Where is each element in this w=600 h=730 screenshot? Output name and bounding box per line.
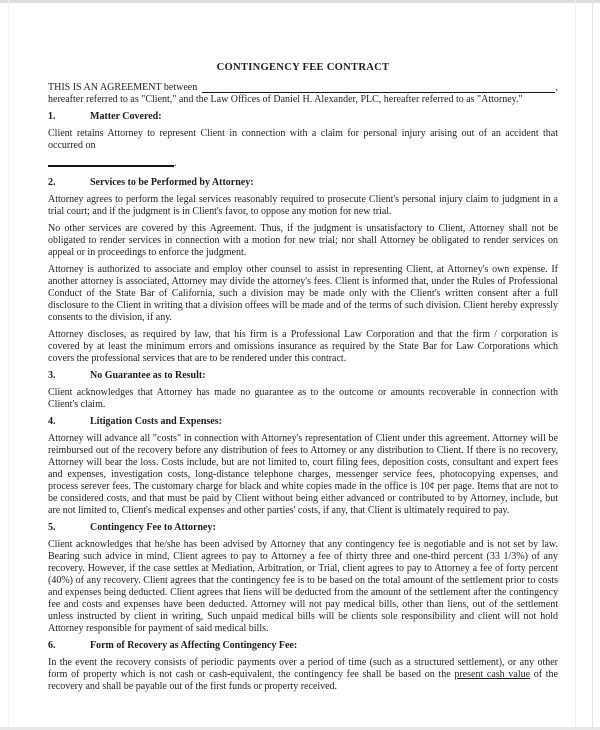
agreement-opening [48, 82, 558, 106]
section-4-heading [48, 416, 558, 428]
agreement-intro-text: THIS IS AN AGREEMENT between [48, 82, 198, 93]
agreement-parties-continued: hereafter referred to as "Client," and the Law Offices of Daniel H. Alexander, PLC, hereafter referred to as "Attorney." [48, 94, 523, 105]
section-3-paragraph-1: Client acknowledges that Attorney has made no guarantee as to the outcome or amounts recoverable in connection with Client's claim. [48, 387, 558, 410]
section-6-text-after: of the recovery and shall be payable out of the first funds or property received. [48, 669, 558, 692]
accident-date-blank[interactable] [48, 157, 174, 167]
section-1-title: Matter Covered: [90, 111, 162, 122]
section-6-text-before: In the event the recovery consists of periodic payments over a period of time (such as a structured settlement), or any other form of property which is not cash or cash-equivalent, the contingency fee shall be based on the [48, 657, 558, 680]
section-5-heading [48, 522, 558, 534]
section-4-paragraph-1: Attorney will advance all "costs" in connection with Attorney's representation of Client under this agreement. Attorney will be reimbursed out of the recovery before any distribution of fees to Attorney or any distribution to Client. If there is no recovery, Attorney will bear the loss. Costs include, but are not limited to, court filing fees, deposition costs, consultant and expert fees and expenses, investigation costs, long-distance telephone charges, messenger service fees, photocopying expenses, and process serever fees. The customary charge for black and white copies made in the office is 10¢ per page. Items that are not to be considered costs, and that must be paid by Client without being either advanced or contributed to by Attorney, include, but are not limited to, Client's medical expenses and other parties' costs, if any, that Client is ultimately required to pay. [48, 433, 558, 516]
present-cash-value-underlined: present cash value [454, 669, 531, 680]
section-2-paragraph-4: Attorney discloses, as required by law, that his firm is a Professional Law Corporation and that the firm / corporation is covered by at least the minimum errors and omissions insurance as required by the State Bar for Law Corporations which covers the professional services that are to be rendered under this contract. [48, 329, 558, 364]
section-2-paragraph-2: No other services are covered by this Agreement. Thus, if the judgment is unsatisfactory to Client, Attorney shall not be obligated to render services in connection with a motion for new trial; nor shall Attorney be obligated to render services on appeal or in proceedings to enforce the judgment. [48, 223, 558, 258]
section-6-title: Form of Recovery as Affecting Contingency Fee: [90, 640, 298, 651]
section-2-paragraph-3: Attorney is authorized to associate and employ other counsel to assist in representing Client, at Attorney's own expense. If another attorney is associated, Attorney may divide the attorney's fees. Client is informed that, under the Rules of Professional Conduct of the State Bar of California, such a division may be made only with the Client's written consent after a full disclosure to the Client in writing that a division offees will be made and of the terms of such division. Client hereby expressly consents to the division, if any. [48, 264, 558, 323]
section-4-number: 4. [48, 416, 56, 427]
accident-date-blank-row [48, 157, 558, 170]
section-2-heading [48, 177, 558, 189]
section-1-number: 1. [48, 111, 56, 122]
agreement-parties-line [48, 82, 558, 94]
section-5-paragraph-1: Client acknowledges that he/she has been advised by Attorney that any contingency fee is negotiable and is not set by law. Bearing such advice in mind, Client agrees to pay to Attorney a fee of thirty three and one-third percent (33 1/3%) of any recovery. However, if the case settles at Mediation, Arbitration, or Trial, client agrees to pay to Attorney a fee of forty percent (40%) of any recovery. Client agrees that the contingency fee is to be based on the total amount of the settlement prior to costs and expenses being deducted. Client agrees that liens will be deducted from the amount of the settlement after the contingency fee and costs and expenses have been deducted. Attorney will not pay medical bills, other than liens, out of the settlement unless instructed by client in writing, Such unpaid medical bills will be clients sole responsibility and client will not hold Attorney responsible for payment of said medical bills. [48, 539, 558, 634]
section-3-number: 3. [48, 370, 56, 381]
agreement-intro-comma: , [555, 82, 558, 93]
section-5-number: 5. [48, 522, 56, 533]
client-name-blank[interactable] [202, 83, 554, 93]
section-6-heading [48, 640, 558, 652]
blank-end-period: . [174, 158, 177, 169]
section-5-title: Contingency Fee to Attorney: [90, 522, 216, 533]
section-2-number: 2. [48, 177, 56, 188]
section-1-paragraph-1: Client retains Attorney to represent Client in connection with a claim for personal injury arising out of an accident that occurred on [48, 128, 558, 151]
section-3-heading [48, 370, 558, 382]
section-6-number: 6. [48, 640, 56, 651]
section-1-heading [48, 111, 558, 123]
section-2-title: Services to be Performed by Attorney: [90, 177, 254, 188]
section-4-title: Litigation Costs and Expenses: [90, 416, 222, 427]
section-3-title: No Guarantee as to Result: [90, 370, 206, 381]
section-2-paragraph-1: Attorney agrees to perform the legal services reasonably required to prosecute Client's personal injury claim to judgment in a trial court; and if the judgment is in Client's favor, to oppose any motion for new trial. [48, 194, 558, 217]
section-6-paragraph-1 [48, 657, 558, 693]
document-title: CONTINGENCY FEE CONTRACT [216, 62, 390, 73]
